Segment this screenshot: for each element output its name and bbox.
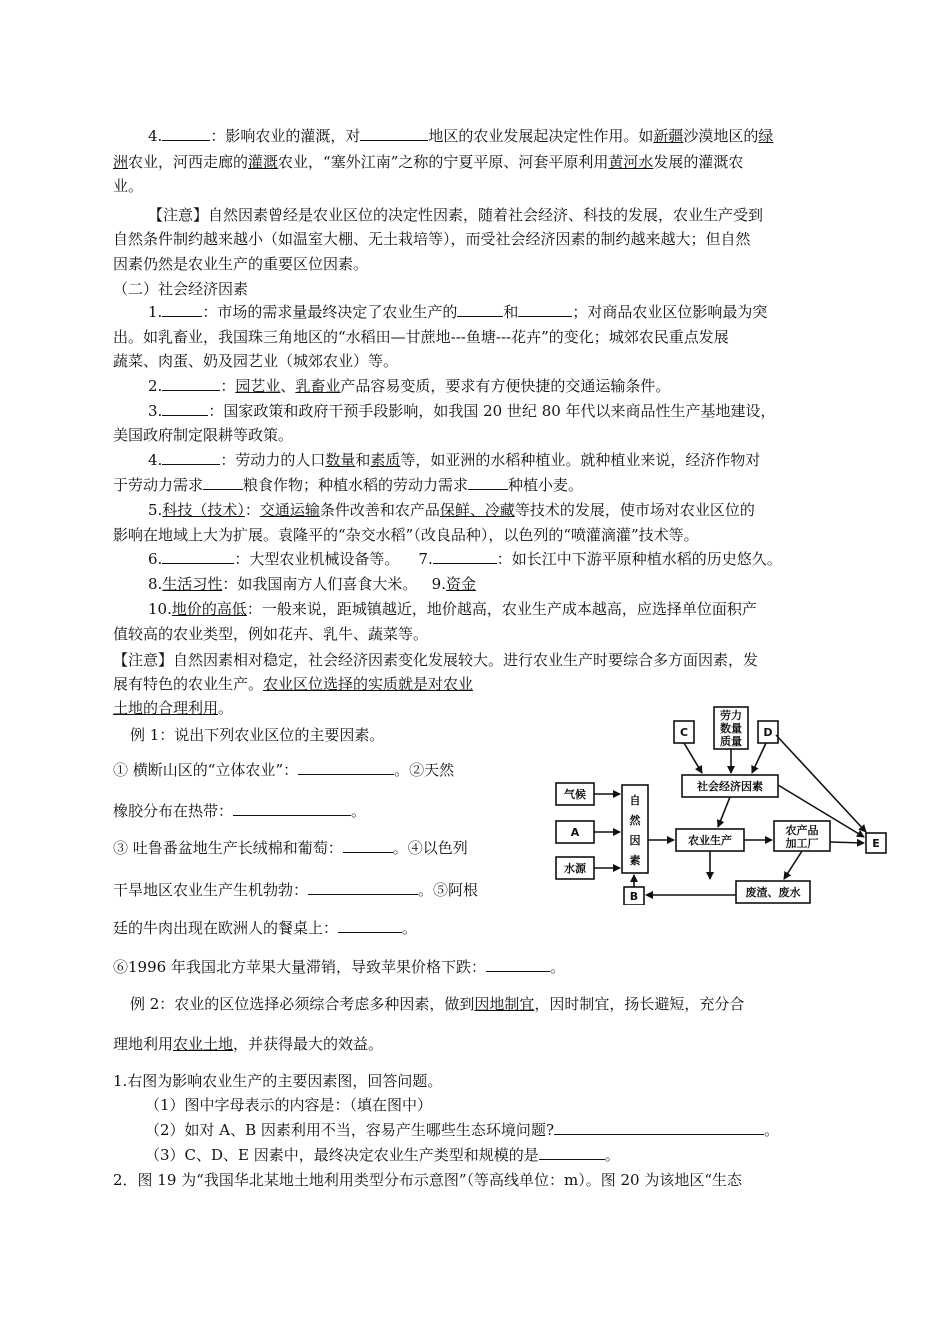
item1-line3: 蔬菜、肉蛋、奶及园艺业（城郊农业）等。	[113, 352, 399, 370]
label-natural-3: 因	[629, 834, 641, 847]
blank[interactable]	[162, 549, 234, 564]
blank[interactable]	[539, 1145, 605, 1160]
q1-p3: （3）C、D、E 因素中，最终决定农业生产类型和规模的是 。	[145, 1146, 620, 1164]
note2-line3: 土地的合理利用。	[113, 699, 234, 717]
blank[interactable]	[162, 126, 210, 141]
note1-line3: 因素仍然是农业生产的重要区位因素。	[113, 255, 369, 273]
item3-line2: 美国政府制定限耕等政策。	[113, 426, 294, 444]
ex1-q6: 干旱地区农业生产生机勃勃： 。⑤阿根	[113, 881, 479, 899]
item4-line2: 于劳动力需求 粮食作物；种植水稻的劳动力需求 种植小麦。	[113, 476, 584, 494]
label-a: A	[570, 826, 580, 839]
label-b: B	[629, 890, 639, 903]
blank[interactable]	[233, 801, 351, 816]
s4-line3: 业。	[113, 177, 144, 195]
label-water: 水源	[564, 862, 586, 875]
blank[interactable]	[433, 549, 497, 564]
label-d: D	[763, 726, 773, 739]
item1-line2: 出。如乳畜业，我国珠三角地区的“水稻田—甘蔗地---鱼塘---花卉”的变化；城郊农民重点发展	[113, 328, 729, 346]
ex1-q3: 橡胶分布在热带： 。	[113, 802, 367, 820]
ex1-q9: ⑥1996 年我国北方苹果大量滞销，导致苹果价格下跌： 。	[113, 958, 565, 976]
label-processing-1: 农产品	[785, 824, 819, 837]
section-heading: （二）社会经济因素	[113, 280, 249, 298]
s4-line2: 洲农业，河西走廊的灌溉农业，“塞外江南”之称的宁夏平原、河套平原利用黄河水发展的灌溉农	[113, 153, 744, 171]
ex1-q4: ③ 吐鲁番盆地生产长绒棉和葡萄： 。④以色列	[113, 839, 468, 857]
label-agri: 农业生产	[688, 834, 732, 847]
item2: 2. ：园艺业、乳畜业产品容易变质，要求有方便快捷的交通运输条件。	[148, 377, 671, 395]
item3-line1: 3. ：国家政策和政府干预手段影响，如我国 20 世纪 80 年代以来商品性生产基地建设，	[148, 402, 776, 420]
ex1-title: 例 1：说出下列农业区位的主要因素。	[130, 726, 385, 744]
item10-line2: 值较高的农业类型，例如花卉、乳牛、蔬菜等。	[113, 625, 429, 643]
q2-line: 2．图 19 为“我国华北某地土地利用类型分布示意图”（等高线单位：m）。图 20 为该地区“生态	[113, 1171, 743, 1189]
item1-line1: 1. ：市场的需求量最终决定了农业生产的 和 ；对商品农业区位影响最为突	[148, 303, 768, 321]
ex2-line1: 例 2：农业的区位选择必须综合考虑多种因素，做到因地制宜，因时制宜，扬长避短，充分合	[130, 995, 745, 1013]
ex1-q8: 廷的牛肉出现在欧洲人的餐桌上： 。	[113, 919, 418, 937]
item10-line1: 10.地价的高低：一般来说，距城镇越近，地价越高，农业生产成本越高，应选择单位面积产	[148, 600, 757, 618]
item4-line1: 4. ：劳动力的人口数量和素质等，如亚洲的水稻种植业。就种植业来说，经济作物对	[148, 451, 761, 469]
label-labor-3: 质量	[720, 735, 742, 748]
blank[interactable]	[298, 760, 394, 775]
label-natural-2: 然	[629, 814, 641, 827]
factor-diagram	[552, 705, 892, 905]
blank[interactable]	[360, 126, 428, 141]
blank[interactable]	[308, 880, 418, 895]
label-natural-1: 自	[629, 794, 641, 807]
blank[interactable]	[162, 302, 202, 317]
blank[interactable]	[162, 376, 220, 391]
label-labor-1: 劳力	[720, 709, 742, 722]
q1-p1: （1）图中字母表示的内容是：（填在图中）	[145, 1096, 433, 1114]
q1-title: 1.右图为影响农业生产的主要因素图，回答问题。	[113, 1072, 443, 1090]
item6-7: 6. ：大型农业机械设备等。 7. ：如长江中下游平原种植水稻的历史悠久。	[148, 550, 782, 568]
ex2-line2: 理地利用农业土地，并获得最大的效益。	[113, 1035, 384, 1053]
q1-p2: （2）如对 A、B 因素利用不当，容易产生哪些生态环境问题? 。	[145, 1121, 779, 1139]
blank[interactable]	[162, 401, 208, 416]
item8-9: 8.生活习性：如我国南方人们喜食大米。 9.资金	[148, 575, 476, 593]
label-c: C	[679, 726, 689, 739]
blank[interactable]	[468, 475, 508, 490]
note1-line1: 【注意】自然因素曾经是农业区位的决定性因素，随着社会经济、科技的发展，农业生产受到	[148, 206, 764, 224]
label-e: E	[872, 837, 880, 850]
item5-line2: 影响在地域上大为扩展。袁隆平的“杂交水稻”（改良品种），以色列的“喷灌滴灌”技术等。	[113, 526, 699, 544]
blank[interactable]	[338, 918, 402, 933]
label-natural-4: 素	[629, 854, 641, 867]
blank[interactable]	[343, 838, 393, 853]
label-waste: 废渣、废水	[745, 886, 801, 899]
note1-line2: 自然条件制约越来越小（如温室大棚、无土栽培等），而受社会经济因素的制约越来越大；但自然	[113, 230, 751, 248]
blank[interactable]	[203, 475, 243, 490]
blank[interactable]	[518, 302, 572, 317]
note2-line2: 展有特色的农业生产。农业区位选择的实质就是对农业	[113, 675, 474, 693]
item5-line1: 5.科技（技术）：交通运输条件改善和农产品保鲜、冷藏等技术的发展，使市场对农业区位的	[148, 501, 755, 519]
label-processing-2: 加工厂	[785, 837, 819, 850]
ex1-q1: ① 横断山区的“立体农业”： 。②天然	[113, 761, 455, 779]
label-climate: 气候	[564, 788, 586, 801]
label-labor-2: 数量	[720, 722, 742, 735]
label-social: 社会经济因素	[697, 780, 763, 793]
blank[interactable]	[554, 1120, 764, 1135]
blank[interactable]	[162, 450, 220, 465]
blank[interactable]	[486, 957, 550, 972]
note2-line1: 【注意】自然因素相对稳定，社会经济因素变化发展较大。进行农业生产时要综合多方面因素，发	[113, 651, 759, 669]
blank[interactable]	[457, 302, 503, 317]
s4-line1: 4. ：影响农业的灌溉，对 地区的农业发展起决定性作用。如新疆沙漠地区的绿	[148, 127, 774, 145]
